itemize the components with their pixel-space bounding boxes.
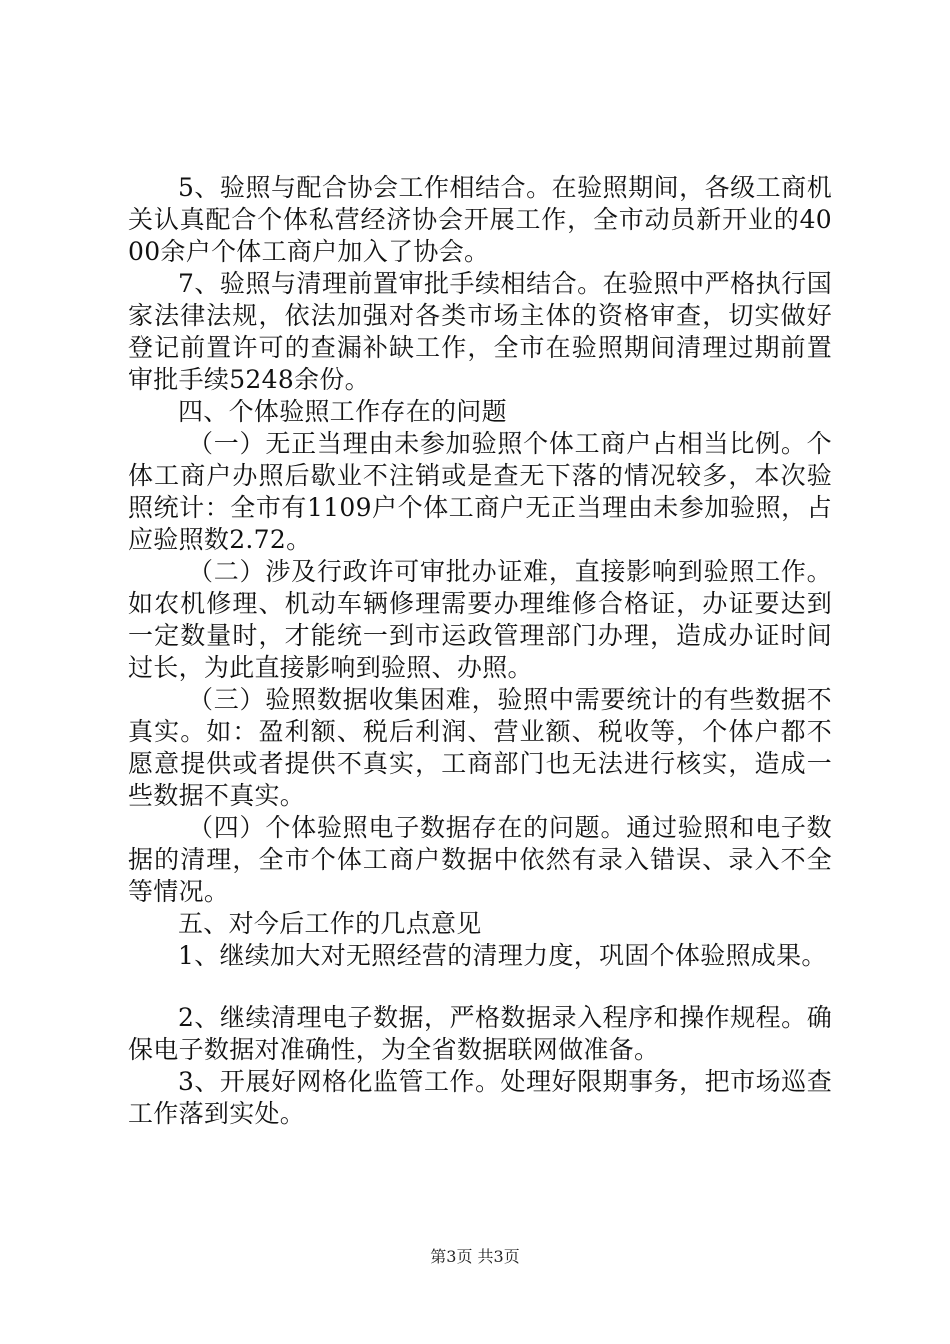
section-heading-problems: 四、个体验照工作存在的问题: [178, 397, 507, 426]
paragraph-opinion-2: 2、继续清理电子数据，严格数据录入程序和操作规程。确保电子数据对准确性，为全省数据联网做准备。: [128, 1003, 832, 1064]
page-number-footer: 第3页 共3页: [430, 1247, 520, 1266]
paragraph-opinion-1: 1、继续加大对无照经营的清理力度，巩固个体验照成果。: [178, 941, 827, 970]
paragraph-problem-1: （一）无正当理由未参加验照个体工商户占相当比例。个体工商户办照后歇业不注销或是查无下落的情况较多，本次验照统计：全市有1109户个体工商户无正当理由未参加验照，占应验照数2.72。: [128, 429, 832, 554]
paragraph-problem-3: （三）验照数据收集困难，验照中需要统计的有些数据不真实。如：盈利额、税后利润、营业额、税收等，个体户都不愿意提供或者提供不真实，工商部门也无法进行核实，造成一些数据不真实。: [128, 685, 832, 810]
paragraph-item-5-coordination: 5、验照与配合协会工作相结合。在验照期间，各级工商机关认真配合个体私营经济协会开展工作，全市动员新开业的4000余户个体工商户加入了协会。: [128, 173, 832, 266]
section-heading-opinions: 五、对今后工作的几点意见: [178, 909, 482, 938]
paragraph-item-7-approval: 7、验照与清理前置审批手续相结合。在验照中严格执行国家法律法规，依法加强对各类市场主体的资格审查，切实做好登记前置许可的查漏补缺工作，全市在验照期间清理过期前置审批手续5248余份。: [128, 269, 832, 394]
paragraph-problem-4: （四）个体验照电子数据存在的问题。通过验照和电子数据的清理，全市个体工商户数据中依然有录入错误、录入不全等情况。: [128, 813, 832, 906]
paragraph-problem-2: （二）涉及行政许可审批办证难，直接影响到验照工作。如农机修理、机动车辆修理需要办理维修合格证，办证要达到一定数量时，才能统一到市运政管理部门办理，造成办证时间过长，为此直接影响到验照、办照。: [128, 557, 832, 682]
paragraph-opinion-3: 3、开展好网格化监管工作。处理好限期事务，把市场巡查工作落到实处。: [128, 1067, 832, 1128]
document-body: [128, 172, 832, 1130]
